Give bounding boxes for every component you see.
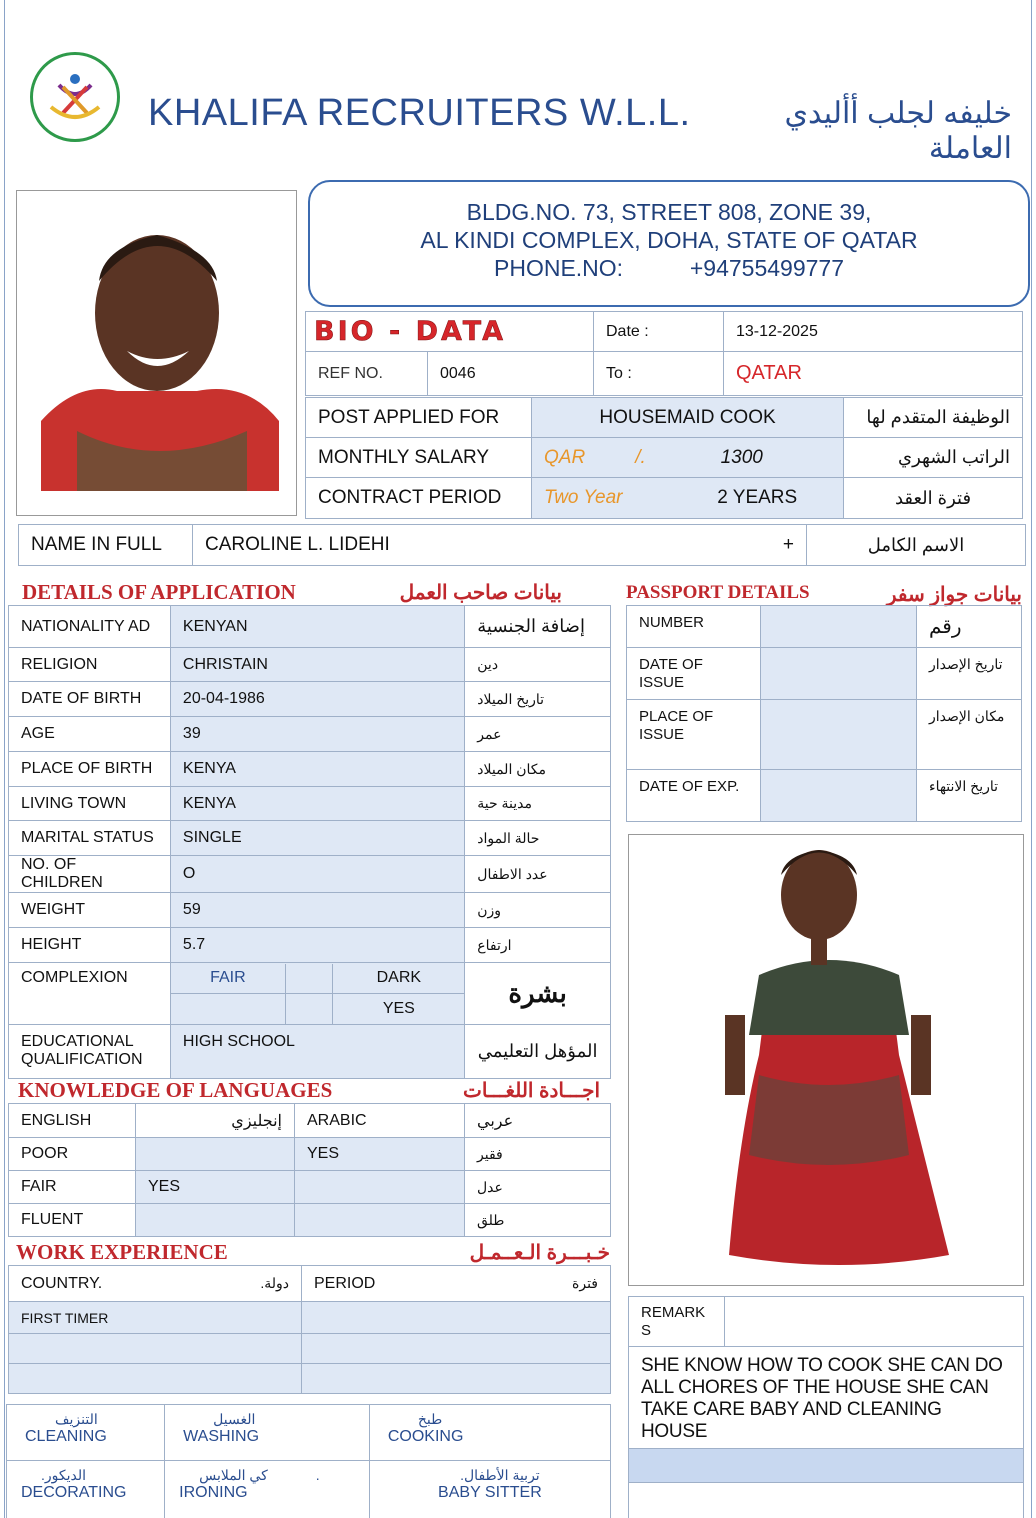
application-row-value: 39: [170, 717, 464, 752]
arabic-label: ARABIC: [295, 1104, 465, 1138]
application-row-value: KENYAN: [170, 606, 464, 648]
application-row-value: CHRISTAIN: [170, 648, 464, 682]
skill-arabic-text: الديكور.: [41, 1467, 87, 1483]
application-row-arabic: مدينة حية: [465, 787, 611, 821]
application-row: [9, 821, 611, 856]
period-label: PERIOD: [314, 1274, 376, 1292]
name-value: CAROLINE L. LIDEHI: [205, 534, 390, 555]
skill-dot: .: [315, 1467, 320, 1483]
skill-arabic: طبخ: [417, 1411, 443, 1427]
application-row-label: RELIGION: [9, 648, 171, 682]
application-row-label: PLACE OF BIRTH: [9, 752, 171, 787]
language-level-label: FLUENT: [9, 1204, 136, 1237]
application-row-label: WEIGHT: [9, 893, 171, 928]
passport-row-value: [761, 770, 917, 822]
company-address-box: [308, 180, 1030, 307]
language-level-label: POOR: [9, 1138, 136, 1171]
passport-row-arabic: تاريخ الإصدار: [917, 648, 1022, 700]
application-row-value: 5.7: [170, 928, 464, 963]
work-row-1-period: [302, 1302, 611, 1334]
work-row-3-country: [9, 1364, 302, 1394]
language-arabic-value: YES: [295, 1138, 465, 1171]
complexion-fair-value: [171, 994, 285, 1024]
application-row: [9, 893, 611, 928]
application-row: [9, 856, 611, 893]
passport-row: [627, 648, 1022, 700]
passport-row-value: [761, 648, 917, 700]
remarks-empty-row: [629, 1483, 1024, 1518]
applicant-full-length-photo: [628, 834, 1024, 1286]
passport-row-arabic: تاريخ الانتهاء: [917, 770, 1022, 822]
name-plus: +: [782, 534, 794, 555]
salary-separator: /.: [635, 446, 646, 468]
passport-details-title: PASSPORT DETAILS: [626, 582, 810, 603]
application-row-label: HEIGHT: [9, 928, 171, 963]
application-row-label: LIVING TOWN: [9, 787, 171, 821]
application-row-value: KENYA: [170, 752, 464, 787]
application-row-value: 20-04-1986: [170, 682, 464, 717]
logo-figure-icon: [33, 55, 117, 139]
remarks-blue-cell: [629, 1449, 1024, 1483]
details-of-application-title-arabic: بيانات صاحب العمل: [399, 582, 562, 604]
passport-row-label: NUMBER: [627, 606, 761, 648]
skill-english: COOKING: [387, 1428, 464, 1445]
work-experience-title: WORK EXPERIENCE: [16, 1240, 228, 1264]
application-row-label: NO. OF CHILDREN: [9, 856, 171, 893]
remarks-blue-row: [629, 1449, 1024, 1483]
contract-period-cell: [532, 478, 844, 519]
monthly-salary-cell: [532, 438, 844, 478]
application-row-value: O: [170, 856, 464, 893]
complexion-grid: [171, 964, 464, 1024]
skill-arabic: [384, 1467, 596, 1484]
company-name: KHALIFA RECRUITERS W.L.L.: [148, 92, 691, 134]
languages-title-arabic: اجـــادة اللغـــات: [463, 1080, 600, 1102]
phone-number: +94755499777: [689, 255, 844, 281]
language-arabic-value: [295, 1171, 465, 1204]
skills-table: [6, 1404, 611, 1518]
education-row: [9, 1025, 611, 1079]
languages-title: KNOWLEDGE OF LANGUAGES: [18, 1078, 333, 1102]
passport-row-arabic: رقم: [917, 606, 1022, 648]
application-row: [9, 606, 611, 648]
country-arabic: دولة.: [260, 1274, 289, 1291]
address-line-1: BLDG.NO. 73, STREET 808, ZONE 39,: [466, 199, 872, 225]
country-label: COUNTRY.: [21, 1274, 103, 1292]
passport-details-title-arabic: بيانات جواز سفر: [886, 584, 1022, 606]
skill-arabic: الغسيل: [213, 1411, 256, 1427]
application-row-arabic: عمر: [465, 717, 611, 752]
country-cell: [9, 1266, 302, 1302]
language-row: [9, 1138, 611, 1171]
skill-cell: [7, 1461, 165, 1518]
language-level-label: FAIR: [9, 1171, 136, 1204]
arabic-arabic: عربي: [465, 1104, 611, 1138]
application-row: [9, 752, 611, 787]
languages-header-row: [9, 1104, 611, 1138]
education-value: HIGH SCHOOL: [170, 1025, 464, 1079]
language-english-value: [136, 1138, 295, 1171]
phone-label: PHONE.NO:: [494, 255, 624, 281]
remarks-text: SHE KNOW HOW TO COOK SHE CAN DO ALL CHORES OF THE HOUSE SHE CAN TAKE CARE BABY AND CLEANING HOUSE: [629, 1347, 1024, 1449]
name-in-full-table: [18, 524, 1026, 566]
work-header-row: [9, 1266, 611, 1302]
salary-currency: QAR: [544, 446, 586, 468]
skill-english: IRONING: [179, 1484, 248, 1501]
passport-row: [627, 770, 1022, 822]
date-label: Date :: [594, 312, 724, 352]
skill-english: WASHING: [183, 1428, 260, 1445]
skill-english: CLEANING: [25, 1428, 107, 1445]
education-arabic: المؤهل التعليمي: [465, 1025, 611, 1079]
language-level-arabic: فقير: [465, 1138, 611, 1171]
to-label: To :: [594, 352, 724, 396]
english-label: ENGLISH: [9, 1104, 136, 1138]
remarks-table: [628, 1296, 1024, 1518]
skill-arabic: [21, 1467, 150, 1484]
salary-value: 1300: [720, 446, 763, 468]
monthly-salary-label: MONTHLY SALARY: [306, 438, 532, 478]
skill-arabic: التنزيف: [55, 1411, 98, 1427]
complexion-fair-header: FAIR: [171, 964, 285, 994]
application-row: [9, 682, 611, 717]
application-row: [9, 787, 611, 821]
remarks-label: REMARKS: [629, 1297, 725, 1347]
skill-cell: [165, 1461, 370, 1518]
language-level-arabic: عدل: [465, 1171, 611, 1204]
complexion-empty-header: [285, 964, 333, 994]
work-row-2-country: [9, 1334, 302, 1364]
applicant-portrait-photo: [16, 190, 297, 516]
post-applied-label: POST APPLIED FOR: [306, 398, 532, 438]
complexion-dark-value: YES: [333, 994, 464, 1024]
work-row-1: [9, 1302, 611, 1334]
contract-period-value: 2 YEARS: [717, 487, 798, 508]
passport-row-label: DATE OF EXP.: [627, 770, 761, 822]
ref-no-value: 0046: [428, 352, 594, 396]
work-experience-title-arabic: خـبـــرة الـعــمـل: [469, 1242, 610, 1264]
application-row-arabic: وزن: [465, 893, 611, 928]
work-experience-table: [8, 1265, 611, 1394]
application-row-arabic: حالة المواد: [465, 821, 611, 856]
address-line-2: AL KINDI COMPLEX, DOHA, STATE OF QATAR: [420, 227, 918, 253]
post-applied-arabic: الوظيفة المتقدم لها: [844, 398, 1023, 438]
period-cell: [302, 1266, 611, 1302]
language-arabic-value: [295, 1204, 465, 1237]
skill-cell: [7, 1405, 165, 1461]
application-row-label: NATIONALITY AD: [9, 606, 171, 648]
application-row: [9, 648, 611, 682]
application-row-label: MARITAL STATUS: [9, 821, 171, 856]
passport-row-value: [761, 606, 917, 648]
company-name-arabic: خليفه لجلب أأليدي العاملة: [784, 97, 1012, 165]
complexion-empty-value: [285, 994, 333, 1024]
passport-row: [627, 700, 1022, 770]
passport-row-value: [761, 700, 917, 770]
language-row: [9, 1204, 611, 1237]
skill-arabic-text: كي الملابس: [199, 1467, 268, 1483]
skill-english: BABY SITTER: [438, 1484, 542, 1501]
skill-cell: [369, 1461, 610, 1518]
bio-data-title-cell: [306, 312, 594, 352]
details-of-application-title: DETAILS OF APPLICATION: [22, 580, 296, 604]
complexion-row: [9, 963, 611, 1025]
complexion-grid-cell: [170, 963, 464, 1025]
bio-data-header-table: [305, 311, 1023, 396]
application-row-arabic: ارتفاع: [465, 928, 611, 963]
application-row-arabic: دين: [465, 648, 611, 682]
contract-period-arabic: فترة العقد: [844, 478, 1023, 519]
name-cell: [193, 525, 807, 566]
skill-english: DECORATING: [21, 1484, 127, 1501]
passport-row-label: PLACE OF ISSUE: [627, 700, 761, 770]
education-label: EDUCATIONAL QUALIFICATION: [9, 1025, 171, 1079]
period-arabic: فترة: [572, 1274, 598, 1291]
application-row-arabic: عدد الاطفال: [465, 856, 611, 893]
work-row-3-period: [302, 1364, 611, 1394]
passport-details-table: [626, 605, 1022, 822]
application-row: [9, 717, 611, 752]
language-level-arabic: طلق: [465, 1204, 611, 1237]
work-row-3: [9, 1364, 611, 1394]
name-arabic: الاسم الكامل: [807, 525, 1026, 566]
passport-row-label: DATE OF ISSUE: [627, 648, 761, 700]
application-row-arabic: مكان الميلاد: [465, 752, 611, 787]
application-row-value: SINGLE: [170, 821, 464, 856]
application-row-arabic: تاريخ الميلاد: [465, 682, 611, 717]
language-english-value: YES: [136, 1171, 295, 1204]
contract-period-hint: Two Year: [544, 487, 623, 508]
application-row-label: DATE OF BIRTH: [9, 682, 171, 717]
phone-line: [310, 254, 1028, 282]
application-row: [9, 928, 611, 963]
name-label: NAME IN FULL: [19, 525, 193, 566]
skill-cell: [165, 1405, 370, 1461]
work-row-1-country: FIRST TIMER: [9, 1302, 302, 1334]
skills-row-2: [7, 1461, 611, 1518]
work-row-2: [9, 1334, 611, 1364]
english-arabic: إنجليزي: [136, 1104, 295, 1138]
remarks-empty-cell: [629, 1483, 1024, 1518]
application-row-arabic: إضافة الجنسية: [465, 606, 611, 648]
skill-cell: [369, 1405, 610, 1461]
post-details-table: [305, 397, 1023, 519]
application-details-table: [8, 605, 611, 1079]
date-value: 13-12-2025: [724, 312, 1023, 352]
complexion-dark-header: DARK: [333, 964, 464, 994]
application-row-label: AGE: [9, 717, 171, 752]
skill-arabic-text: تربية الأطفال.: [460, 1467, 540, 1483]
language-row: [9, 1171, 611, 1204]
monthly-salary-arabic: الراتب الشهري: [844, 438, 1023, 478]
remarks-label-empty: [725, 1297, 1024, 1347]
post-applied-value: HOUSEMAID COOK: [532, 398, 844, 438]
application-row-value: KENYA: [170, 787, 464, 821]
bio-data-title: BIO - DATA: [314, 316, 507, 347]
skills-row-1: [7, 1405, 611, 1461]
languages-table: [8, 1103, 611, 1237]
skill-arabic: [179, 1467, 355, 1484]
to-value: QATAR: [724, 352, 1023, 396]
company-logo: [30, 52, 120, 142]
ref-no-label: REF NO.: [306, 352, 428, 396]
language-english-value: [136, 1204, 295, 1237]
application-row-value: 59: [170, 893, 464, 928]
contract-period-label: CONTRACT PERIOD: [306, 478, 532, 519]
passport-row: [627, 606, 1022, 648]
complexion-label: COMPLEXION: [9, 963, 171, 1025]
work-row-2-period: [302, 1334, 611, 1364]
complexion-arabic: بشرة: [465, 963, 611, 1025]
passport-row-arabic: مكان الإصدار: [917, 700, 1022, 770]
